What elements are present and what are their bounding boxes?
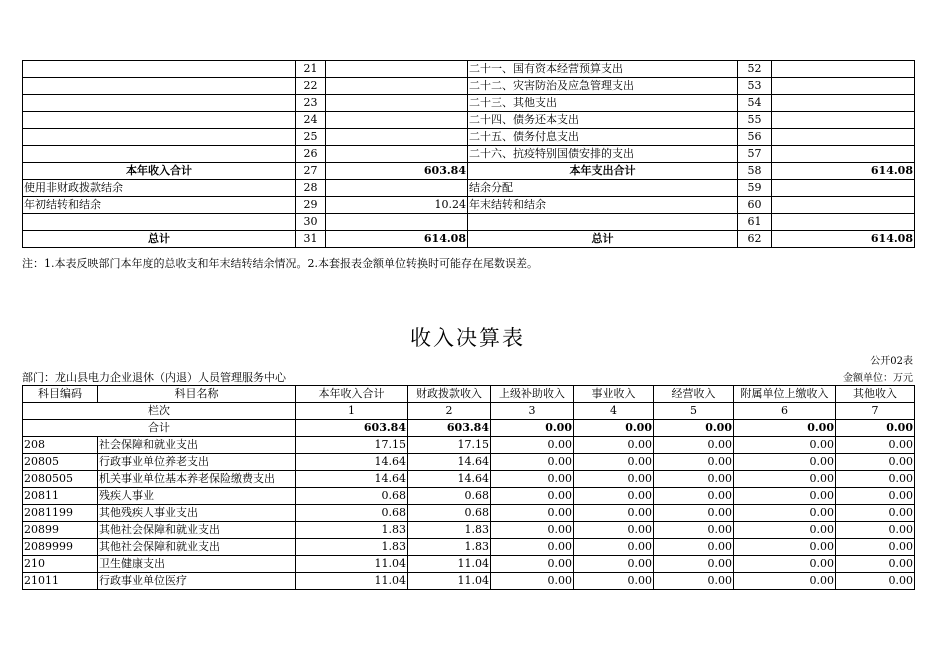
expense-item-label: 本年支出合计 [468, 163, 738, 180]
amount-cell: 1.83 [296, 522, 408, 539]
column-number-row [23, 403, 915, 420]
amount-cell: 0.00 [836, 454, 915, 471]
income-line-number: 31 [296, 231, 326, 248]
income-line-number: 29 [296, 197, 326, 214]
table-row [23, 231, 915, 248]
amount-cell: 0.00 [491, 437, 574, 454]
column-header: 其他收入 [836, 386, 915, 403]
expense-amount: 614.08 [772, 163, 915, 180]
income-amount: 10.24 [326, 197, 468, 214]
expense-line-number: 55 [738, 112, 772, 129]
expense-line-number: 61 [738, 214, 772, 231]
total-value: 603.84 [408, 420, 491, 437]
income-expense-summary-table [22, 60, 915, 248]
amount-cell: 0.00 [654, 573, 734, 590]
amount-cell: 0.00 [574, 522, 654, 539]
amount-cell: 0.00 [574, 556, 654, 573]
column-header: 附属单位上缴收入 [734, 386, 836, 403]
amount-cell: 0.00 [491, 539, 574, 556]
subject-code: 2081199 [23, 505, 98, 522]
amount-cell: 1.83 [408, 539, 491, 556]
expense-amount: 614.08 [772, 231, 915, 248]
income-line-number: 22 [296, 78, 326, 95]
total-value: 0.00 [491, 420, 574, 437]
amount-cell: 0.00 [491, 556, 574, 573]
amount-cell: 0.68 [408, 505, 491, 522]
total-value: 0.00 [836, 420, 915, 437]
amount-cell: 0.00 [734, 454, 836, 471]
income-settlement-table [22, 385, 915, 590]
income-item-label [23, 78, 296, 95]
table-row [23, 471, 915, 488]
table-row [23, 214, 915, 231]
expense-line-number: 59 [738, 180, 772, 197]
column-header: 本年收入合计 [296, 386, 408, 403]
amount-cell: 0.00 [836, 556, 915, 573]
income-item-label [23, 129, 296, 146]
amount-cell: 0.00 [836, 505, 915, 522]
summary-table-body [23, 61, 915, 248]
column-number: 5 [654, 403, 734, 420]
column-header: 科目编码 [23, 386, 98, 403]
amount-cell: 0.00 [654, 488, 734, 505]
amount-cell: 11.04 [296, 573, 408, 590]
total-label: 合计 [23, 420, 296, 437]
expense-item-label: 二十五、债务付息支出 [468, 129, 738, 146]
amount-cell: 0.00 [734, 522, 836, 539]
amount-cell: 0.00 [654, 454, 734, 471]
subject-name: 其他社会保障和就业支出 [98, 522, 296, 539]
amount-cell: 0.00 [491, 488, 574, 505]
income-line-number: 21 [296, 61, 326, 78]
income-amount [326, 112, 468, 129]
income-item-label [23, 214, 296, 231]
income-item-label [23, 61, 296, 78]
amount-cell: 1.83 [296, 539, 408, 556]
total-row [23, 420, 915, 437]
subject-name: 社会保障和就业支出 [98, 437, 296, 454]
table-row [23, 573, 915, 590]
income-line-number: 28 [296, 180, 326, 197]
amount-cell: 0.00 [654, 437, 734, 454]
expense-amount [772, 129, 915, 146]
income-amount [326, 95, 468, 112]
table-row [23, 539, 915, 556]
income-line-number: 25 [296, 129, 326, 146]
income-table-header [23, 386, 915, 420]
amount-cell: 17.15 [296, 437, 408, 454]
table-row [23, 522, 915, 539]
expense-amount [772, 146, 915, 163]
subject-name: 机关事业单位基本养老保险缴费支出 [98, 471, 296, 488]
expense-line-number: 60 [738, 197, 772, 214]
subject-name: 卫生健康支出 [98, 556, 296, 573]
amount-cell: 11.04 [408, 573, 491, 590]
amount-cell: 0.00 [734, 539, 836, 556]
amount-cell: 0.00 [654, 539, 734, 556]
expense-amount [772, 95, 915, 112]
income-item-label [23, 146, 296, 163]
table-row [23, 163, 915, 180]
amount-cell: 11.04 [296, 556, 408, 573]
income-item-label: 总计 [23, 231, 296, 248]
income-line-number: 30 [296, 214, 326, 231]
amount-cell: 0.68 [408, 488, 491, 505]
subject-code: 210 [23, 556, 98, 573]
amount-cell: 11.04 [408, 556, 491, 573]
amount-cell: 14.64 [408, 471, 491, 488]
column-header: 上级补助收入 [491, 386, 574, 403]
income-item-label: 年初结转和结余 [23, 197, 296, 214]
column-header: 科目名称 [98, 386, 296, 403]
expense-item-label: 年末结转和结余 [468, 197, 738, 214]
amount-cell: 0.00 [574, 505, 654, 522]
subject-code: 2089999 [23, 539, 98, 556]
table-row [23, 556, 915, 573]
income-item-label [23, 112, 296, 129]
income-line-number: 27 [296, 163, 326, 180]
expense-amount [772, 214, 915, 231]
amount-cell: 0.00 [734, 556, 836, 573]
column-header: 事业收入 [574, 386, 654, 403]
amount-cell: 0.00 [654, 522, 734, 539]
amount-cell: 0.00 [836, 488, 915, 505]
table-row [23, 95, 915, 112]
column-number: 6 [734, 403, 836, 420]
subject-code: 20811 [23, 488, 98, 505]
amount-cell: 0.00 [836, 437, 915, 454]
table-row [23, 61, 915, 78]
expense-amount [772, 112, 915, 129]
amount-cell: 0.00 [574, 437, 654, 454]
income-item-label [23, 95, 296, 112]
amount-cell: 14.64 [296, 471, 408, 488]
expense-item-label: 总计 [468, 231, 738, 248]
table-row [23, 454, 915, 471]
expense-item-label: 二十二、灾害防治及应急管理支出 [468, 78, 738, 95]
amount-cell: 0.00 [836, 471, 915, 488]
expense-item-label: 二十四、债务还本支出 [468, 112, 738, 129]
income-amount [326, 61, 468, 78]
expense-line-number: 53 [738, 78, 772, 95]
income-line-number: 23 [296, 95, 326, 112]
total-value: 0.00 [654, 420, 734, 437]
column-number: 7 [836, 403, 915, 420]
amount-cell: 0.00 [574, 471, 654, 488]
column-number: 4 [574, 403, 654, 420]
table-row [23, 180, 915, 197]
income-item-label: 本年收入合计 [23, 163, 296, 180]
income-amount [326, 129, 468, 146]
expense-line-number: 57 [738, 146, 772, 163]
expense-amount [772, 180, 915, 197]
subject-code: 20805 [23, 454, 98, 471]
amount-cell: 0.00 [836, 573, 915, 590]
expense-item-label [468, 214, 738, 231]
unit-label: 金额单位：万元 [843, 373, 913, 384]
expense-item-label: 二十三、其他支出 [468, 95, 738, 112]
expense-amount [772, 61, 915, 78]
subject-code: 20899 [23, 522, 98, 539]
income-amount [326, 180, 468, 197]
table-row [23, 112, 915, 129]
income-line-number: 24 [296, 112, 326, 129]
amount-cell: 0.00 [734, 471, 836, 488]
amount-cell: 0.00 [836, 522, 915, 539]
table-row [23, 505, 915, 522]
expense-line-number: 52 [738, 61, 772, 78]
income-amount: 603.84 [326, 163, 468, 180]
subject-code: 208 [23, 437, 98, 454]
expense-item-label: 结余分配 [468, 180, 738, 197]
expense-amount [772, 78, 915, 95]
amount-cell: 0.00 [734, 505, 836, 522]
subject-name: 行政事业单位养老支出 [98, 454, 296, 471]
table-row [23, 488, 915, 505]
subject-name: 其他社会保障和就业支出 [98, 539, 296, 556]
page-title: 收入决算表 [410, 326, 525, 350]
income-amount: 614.08 [326, 231, 468, 248]
expense-amount [772, 197, 915, 214]
expense-item-label: 二十六、抗疫特别国债安排的支出 [468, 146, 738, 163]
amount-cell: 0.00 [491, 471, 574, 488]
subject-code: 21011 [23, 573, 98, 590]
subject-name: 其他残疾人事业支出 [98, 505, 296, 522]
amount-cell: 0.00 [734, 488, 836, 505]
column-header: 经营收入 [654, 386, 734, 403]
table-row [23, 78, 915, 95]
amount-cell: 0.00 [836, 539, 915, 556]
income-amount [326, 146, 468, 163]
table-row [23, 197, 915, 214]
header-row [23, 386, 915, 403]
expense-item-label: 二十一、国有资本经营预算支出 [468, 61, 738, 78]
amount-cell: 0.00 [491, 454, 574, 471]
table-row [23, 129, 915, 146]
column-number-label: 栏次 [23, 403, 296, 420]
subject-name: 残疾人事业 [98, 488, 296, 505]
amount-cell: 0.00 [654, 471, 734, 488]
amount-cell: 0.68 [296, 488, 408, 505]
total-value: 0.00 [574, 420, 654, 437]
amount-cell: 0.00 [654, 556, 734, 573]
table-code: 公开02表 [870, 356, 913, 367]
expense-line-number: 62 [738, 231, 772, 248]
amount-cell: 0.00 [574, 539, 654, 556]
table-row [23, 146, 915, 163]
amount-cell: 0.00 [734, 437, 836, 454]
amount-cell: 14.64 [296, 454, 408, 471]
subject-code: 2080505 [23, 471, 98, 488]
amount-cell: 0.68 [296, 505, 408, 522]
amount-cell: 0.00 [574, 488, 654, 505]
amount-cell: 17.15 [408, 437, 491, 454]
amount-cell: 0.00 [491, 522, 574, 539]
expense-line-number: 58 [738, 163, 772, 180]
table-note: 注：1.本表反映部门本年度的总收支和年末结转结余情况。2.本套报表金额单位转换时可能存在尾数误差。 [22, 257, 538, 270]
column-number: 1 [296, 403, 408, 420]
amount-cell: 0.00 [491, 573, 574, 590]
department-label: 部门：龙山县电力企业退休（内退）人员管理服务中心 [22, 371, 286, 384]
income-item-label: 使用非财政拨款结余 [23, 180, 296, 197]
income-table-body [23, 420, 915, 590]
expense-line-number: 54 [738, 95, 772, 112]
expense-line-number: 56 [738, 129, 772, 146]
amount-cell: 1.83 [408, 522, 491, 539]
column-number: 3 [491, 403, 574, 420]
subject-name: 行政事业单位医疗 [98, 573, 296, 590]
column-header: 财政拨款收入 [408, 386, 491, 403]
amount-cell: 0.00 [654, 505, 734, 522]
total-value: 603.84 [296, 420, 408, 437]
column-number: 2 [408, 403, 491, 420]
amount-cell: 0.00 [574, 454, 654, 471]
income-amount [326, 78, 468, 95]
total-value: 0.00 [734, 420, 836, 437]
amount-cell: 0.00 [734, 573, 836, 590]
amount-cell: 14.64 [408, 454, 491, 471]
income-amount [326, 214, 468, 231]
amount-cell: 0.00 [574, 573, 654, 590]
income-line-number: 26 [296, 146, 326, 163]
table-row [23, 437, 915, 454]
amount-cell: 0.00 [491, 505, 574, 522]
